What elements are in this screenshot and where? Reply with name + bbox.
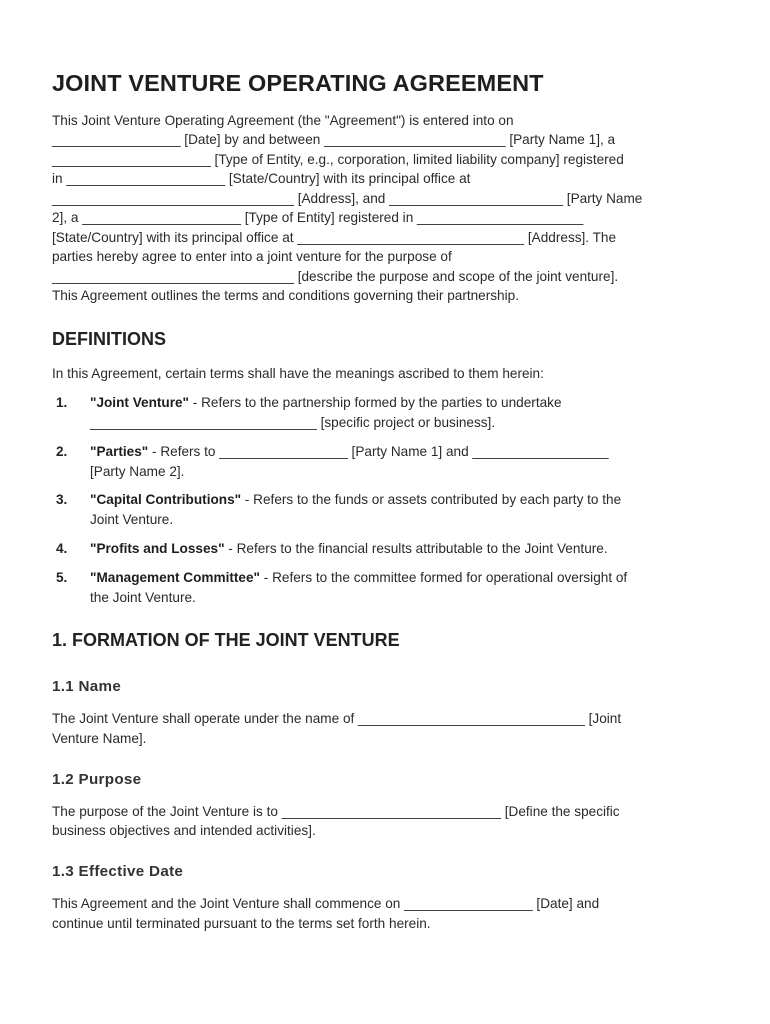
document-title: JOINT VENTURE OPERATING AGREEMENT: [52, 70, 544, 96]
intro-line: parties hereby agree to enter into a joint venture for the purpose of: [52, 249, 452, 264]
definition-number: 3.: [56, 492, 68, 507]
effective-date-subheading: 1.3 Effective Date: [52, 863, 184, 880]
definition-term: "Profits and Losses": [90, 541, 225, 556]
intro-line: This Agreement outlines the terms and conditions governing their partnership.: [52, 288, 519, 303]
intro-line: [State/Country] with its principal office at ______________________________ [Address]. The: [52, 230, 617, 245]
purpose-line: business objectives and intended activities].: [52, 823, 316, 838]
purpose-line: The purpose of the Joint Venture is to _____________________________ [Define the specific: [52, 804, 620, 819]
definition-text: "Parties" - Refers to _________________ [Party Name 1] and __________________ [Party Name 2].: [90, 444, 609, 479]
definition-number: 1.: [56, 395, 68, 410]
definition-term: "Capital Contributions": [90, 492, 242, 507]
intro-line: 2], a _____________________ [Type of Entity] registered in ______________________: [52, 210, 584, 225]
definition-number: 4.: [56, 541, 68, 556]
intro-line: _____________________ [Type of Entity, e.g., corporation, limited liability company] registered: [52, 152, 624, 167]
definition-text: "Management Committee" - Refers to the committee formed for operational oversight of the Joint Venture.: [90, 570, 628, 605]
intro-line: ________________________________ [Address], and _______________________ [Party Name: [52, 191, 643, 206]
name-subheading: 1.1 Name: [52, 678, 122, 695]
formation-heading: 1. FORMATION OF THE JOINT VENTURE: [52, 630, 400, 650]
name-line: Venture Name].: [52, 731, 147, 746]
definition-text: "Capital Contributions" - Refers to the funds or assets contributed by each party to the Joint Venture.: [90, 492, 622, 527]
definition-term: "Management Committee": [90, 570, 261, 585]
definition-number: 5.: [56, 570, 68, 585]
definition-term: "Parties": [90, 444, 149, 459]
definition-text: "Profits and Losses" - Refers to the financial results attributable to the Joint Venture.: [90, 541, 608, 556]
intro-line: _________________ [Date] by and between ________________________ [Party Name 1], a: [52, 132, 616, 147]
intro-line: This Joint Venture Operating Agreement (the "Agreement") is entered into on: [52, 113, 514, 128]
definitions-heading: DEFINITIONS: [52, 329, 167, 349]
intro-line: ________________________________ [describe the purpose and scope of the joint venture].: [52, 269, 619, 284]
definition-term: "Joint Venture": [90, 395, 189, 410]
definition-text: "Joint Venture" - Refers to the partnership formed by the parties to undertake ______________________________ [specific project or business].: [90, 395, 562, 430]
intro-line: in _____________________ [State/Country] with its principal office at: [52, 171, 471, 186]
effective-date-line: continue until terminated pursuant to the terms set forth herein.: [52, 916, 431, 931]
name-line: The Joint Venture shall operate under the name of ______________________________ [Joint: [52, 711, 622, 726]
definition-number: 2.: [56, 444, 68, 459]
effective-date-line: This Agreement and the Joint Venture shall commence on _________________ [Date] and: [52, 896, 600, 911]
purpose-subheading: 1.2 Purpose: [52, 771, 142, 788]
definitions-lead: In this Agreement, certain terms shall have the meanings ascribed to them herein:: [52, 366, 544, 381]
